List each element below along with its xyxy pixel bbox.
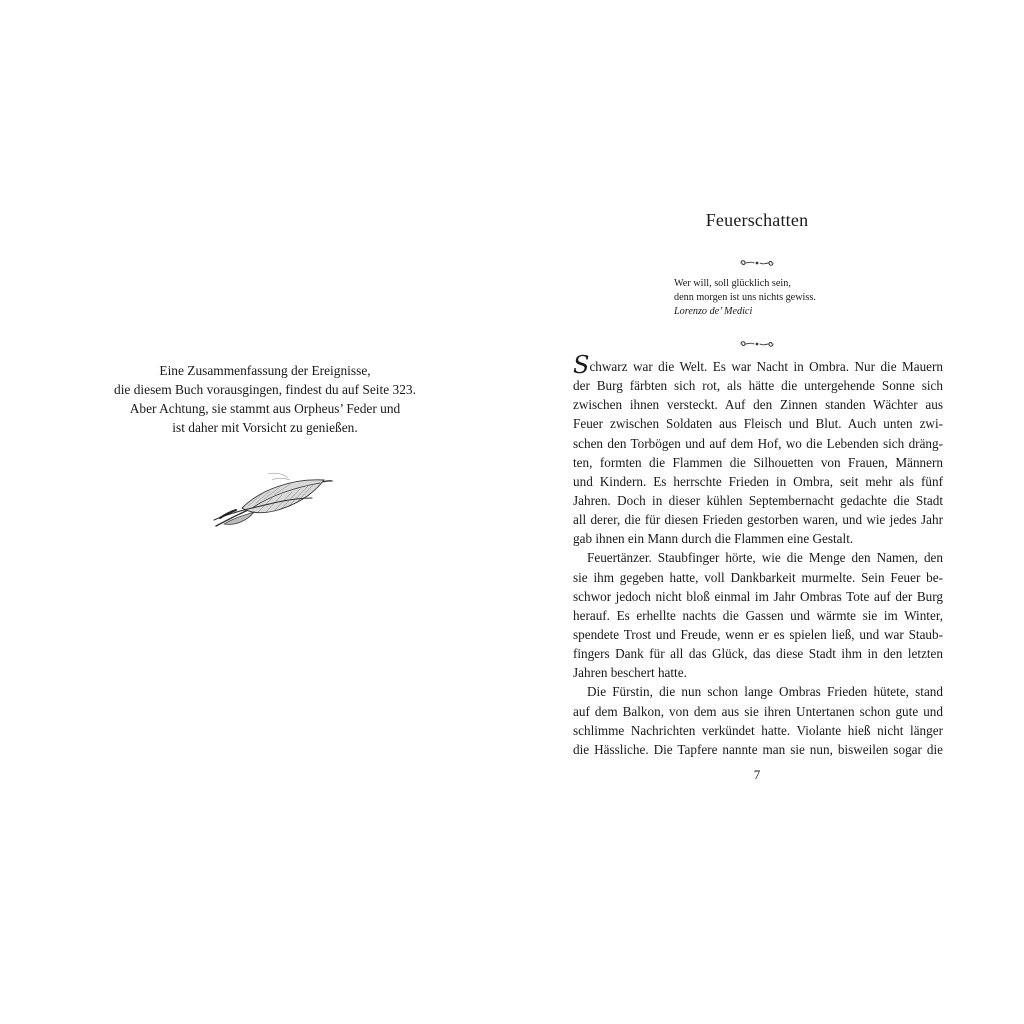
body-line: fingers Dank für all das Glück, das diese Stadt ihm in den letzten (573, 646, 943, 662)
body-line: die Hässliche. Die Tapfere nannte man sie nun, bisweilen sogar die (573, 741, 943, 757)
body-line: Feuer zwischen Soldaten aus Fleisch und Blut. Auch unten zwi- (573, 416, 943, 432)
body-line: spendete Trost und Freude, wenn er es spielen ließ, und war Staub- (573, 626, 943, 642)
summary-line: die diesem Buch vorausgingen, findest du auf Seite 323. (114, 382, 416, 397)
body-line: Feuertänzer. Staubfinger hörte, wie die Menge den Namen, den (587, 550, 943, 566)
chapter-body (573, 351, 943, 759)
right-page (512, 0, 1024, 1024)
body-line: zwischen ihnen versteckt. Auf den Zinnen standen Wächter aus (573, 397, 943, 413)
epigraph (674, 277, 914, 320)
chapter-title: Feuerschatten (705, 210, 809, 230)
swirl-ornament-icon (737, 339, 777, 349)
epigraph-line: denn morgen ist uns nichts gewiss. (674, 292, 816, 304)
page-number: 7 (753, 767, 761, 782)
body-line: Jahren beschert hatte. (573, 665, 687, 681)
epigraph-line: Wer will, soll glücklich sein, (674, 278, 791, 289)
summary-line: Aber Achtung, sie stammt aus Orpheus’ Feder und (129, 401, 401, 416)
quill-feather-icon (212, 468, 336, 530)
body-line: der Burg färbten sich rot, als hätte die untergehende Sonne sich (573, 378, 943, 394)
summary-note (100, 361, 430, 437)
drop-cap: S (573, 351, 590, 379)
summary-line: Eine Zusammenfassung der Ereignisse, (159, 363, 371, 378)
summary-line: ist daher mit Vorsicht zu genießen. (172, 420, 358, 435)
body-line: schwor jedoch nicht bloß einmal im Jahr Ombras Tote auf der Burg (573, 588, 943, 604)
body-line: gab ihnen ein Mann durch die Flammen eine Gestalt. (573, 531, 854, 547)
swirl-ornament-icon (737, 258, 777, 268)
body-line: all derer, die für diesen Frieden gestorben waren, und wie jedes Jahr (573, 512, 943, 528)
body-line: auf dem Balkon, von dem aus sie ihren Untertanen schon gute und (573, 703, 943, 719)
body-line: Schwarz war die Welt. Es war Nacht in Ombra. Nur die Mauern (573, 351, 943, 379)
body-line: schen den Torbögen und auf dem Hof, wo die Lebenden sich dräng- (573, 435, 943, 451)
body-line: und Kindern. Es herrschte Frieden in Ombra, seit mehr als fünf (573, 473, 943, 489)
body-line: schlimme Nachrichten verkündet hatte. Violante hieß nicht länger (573, 722, 943, 738)
body-line: Jahren. Doch in dieser kühlen Septembernacht gedachte die Stadt (573, 492, 943, 508)
epigraph-attribution: Lorenzo de’ Medici (674, 306, 753, 318)
body-line: Die Fürstin, die nun schon lange Ombras Frieden hütete, stand (587, 684, 943, 700)
body-line: herauf. Es erhellte nachts die Gassen und wärmte sie im Winter, (573, 607, 943, 623)
body-line: sie ihm gegeben hatte, voll Dankbarkeit murmelte. Sein Feuer be- (573, 569, 943, 585)
body-line: ten, formten die Flammen die Silhouetten von Frauen, Männern (573, 454, 943, 470)
